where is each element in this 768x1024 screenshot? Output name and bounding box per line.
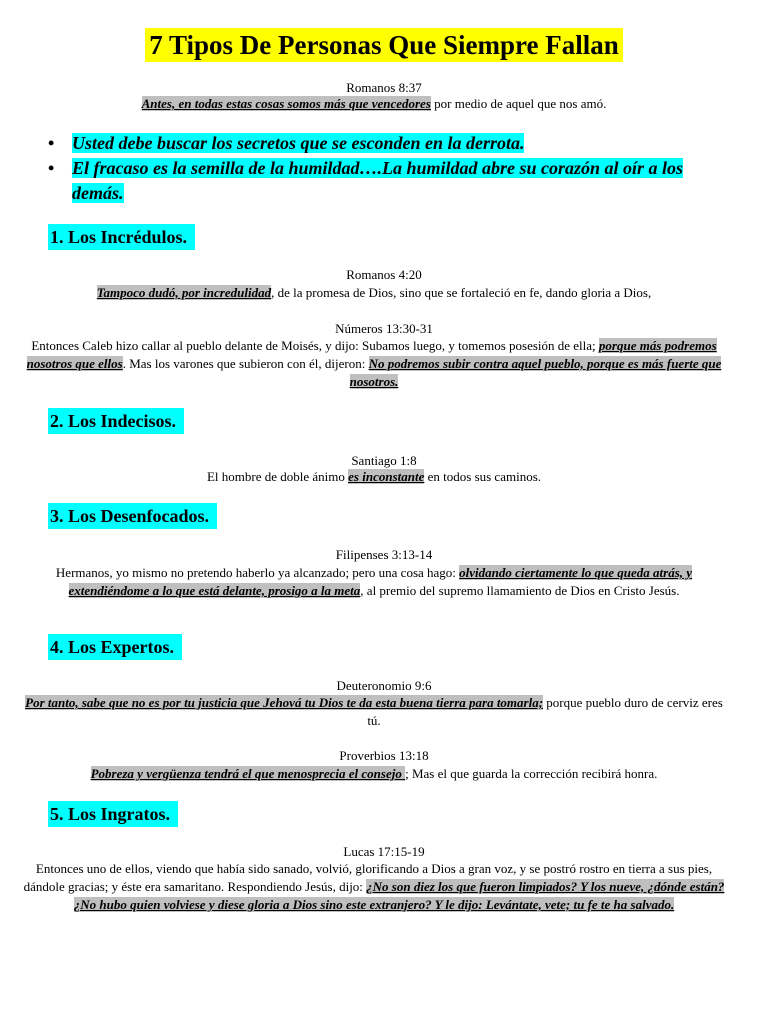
- section-heading: 3. Los Desenfocados.: [48, 503, 217, 529]
- verse-highlight: porque más podremos nosotros que ellos: [26, 338, 717, 371]
- title-block: [0, 28, 768, 62]
- verse-text: El hombre de doble ánimo es inconstante en todos sus caminos.: [206, 469, 542, 484]
- page-title: 7 Tipos De Personas Que Siempre Fallan: [145, 28, 623, 62]
- verse-reference: Romanos 4:20: [346, 267, 422, 282]
- verse-text: Hermanos, yo mismo no pretendo haberlo ya alcanzado; pero una cosa hago: olvidando ciertamente lo que queda atrás, y extendiéndome a lo que está delante, prosigo a la meta, al premio del supremo llamamiento de Dios en Cristo Jesús.: [55, 565, 693, 598]
- verse-text: Entonces Caleb hizo callar al pueblo delante de Moisés, y dijo: Subamos luego, y tomemos posesión de ella; porque más podremos nosotros que ellos. Mas los varones que subieron con él, dijeron: No podremos subir contra aquel pueblo, porque es más fuerte que nosotros.: [26, 338, 722, 389]
- key-point: • El fracaso es la semilla de la humildad….La humildad abre su corazón al oír a los demás.: [48, 156, 738, 206]
- intro-verse-rest: por medio de aquel que nos amó.: [430, 96, 607, 111]
- verse-highlight: Pobreza y vergüenza tendrá el que menosprecia el consejo: [90, 766, 406, 781]
- verse-text: Por tanto, sabe que no es por tu justicia que Jehová tu Dios te da esta buena tierra para tomarla; porque pueblo duro de cerviz eres tú.: [25, 695, 723, 728]
- verse-highlight: Por tanto, sabe que no es por tu justicia que Jehová tu Dios te da esta buena tierra para tomarla;: [25, 695, 544, 710]
- section-heading: 4. Los Expertos.: [48, 634, 182, 660]
- section-heading: 5. Los Ingratos.: [48, 801, 178, 827]
- section-heading: 1. Los Incrédulos.: [48, 224, 195, 250]
- verse-highlight: No podremos subir contra aquel pueblo, porque es más fuerte que nosotros.: [349, 356, 722, 389]
- intro-verse-highlight: Antes, en todas estas cosas somos más que vencedores: [141, 96, 431, 111]
- verse-highlight: ¿No son diez los que fueron limpiados? Y los nueve, ¿dónde están? ¿No hubo quien volviese y diese gloria a Dios sino este extranjero? Y le dijo: Levántate, vete; tu fe te ha salvado.: [73, 879, 725, 912]
- verse-text: Tampoco dudó, por incredulidad, de la promesa de Dios, sino que se fortaleció en fe, dando gloria a Dios,: [96, 285, 652, 300]
- verse-reference: Números 13:30-31: [335, 321, 433, 336]
- intro-verse-reference: Romanos 8:37: [346, 80, 422, 95]
- verse-reference: Lucas 17:15-19: [343, 844, 425, 859]
- verse-reference: Santiago 1:8: [351, 453, 417, 468]
- verse-highlight: olvidando ciertamente lo que queda atrás, y extendiéndome a lo que está delante, prosigo a la meta: [68, 565, 693, 598]
- verse-reference: Deuteronomio 9:6: [336, 678, 432, 693]
- key-point: • Usted debe buscar los secretos que se esconden en la derrota.: [48, 131, 738, 156]
- section-heading: 2. Los Indecisos.: [48, 408, 184, 434]
- key-points-list: [48, 131, 738, 206]
- verse-text: Pobreza y vergüenza tendrá el que menosprecia el consejo ; Mas el que guarda la corrección recibirá honra.: [90, 766, 658, 781]
- intro-verse-text: [20, 95, 728, 113]
- verse-reference: Proverbios 13:18: [339, 748, 429, 763]
- verse-reference: Filipenses 3:13-14: [335, 547, 433, 562]
- verse-highlight: es inconstante: [348, 469, 425, 484]
- verse-highlight: Tampoco dudó, por incredulidad: [96, 285, 272, 300]
- verse-text: Entonces uno de ellos, viendo que había sido sanado, volvió, glorificando a Dios a gran voz, y se postró rostro en tierra a sus pies, dándole gracias; y éste era samaritano. Respondiendo Jesús, dijo: ¿No son diez los que fueron limpiados? Y los nueve, ¿dónde están? ¿No hubo quien volviese y diese gloria a Dios sino este extranjero? Y le dijo: Levántate, vete; tu fe te ha salvado.: [23, 861, 725, 912]
